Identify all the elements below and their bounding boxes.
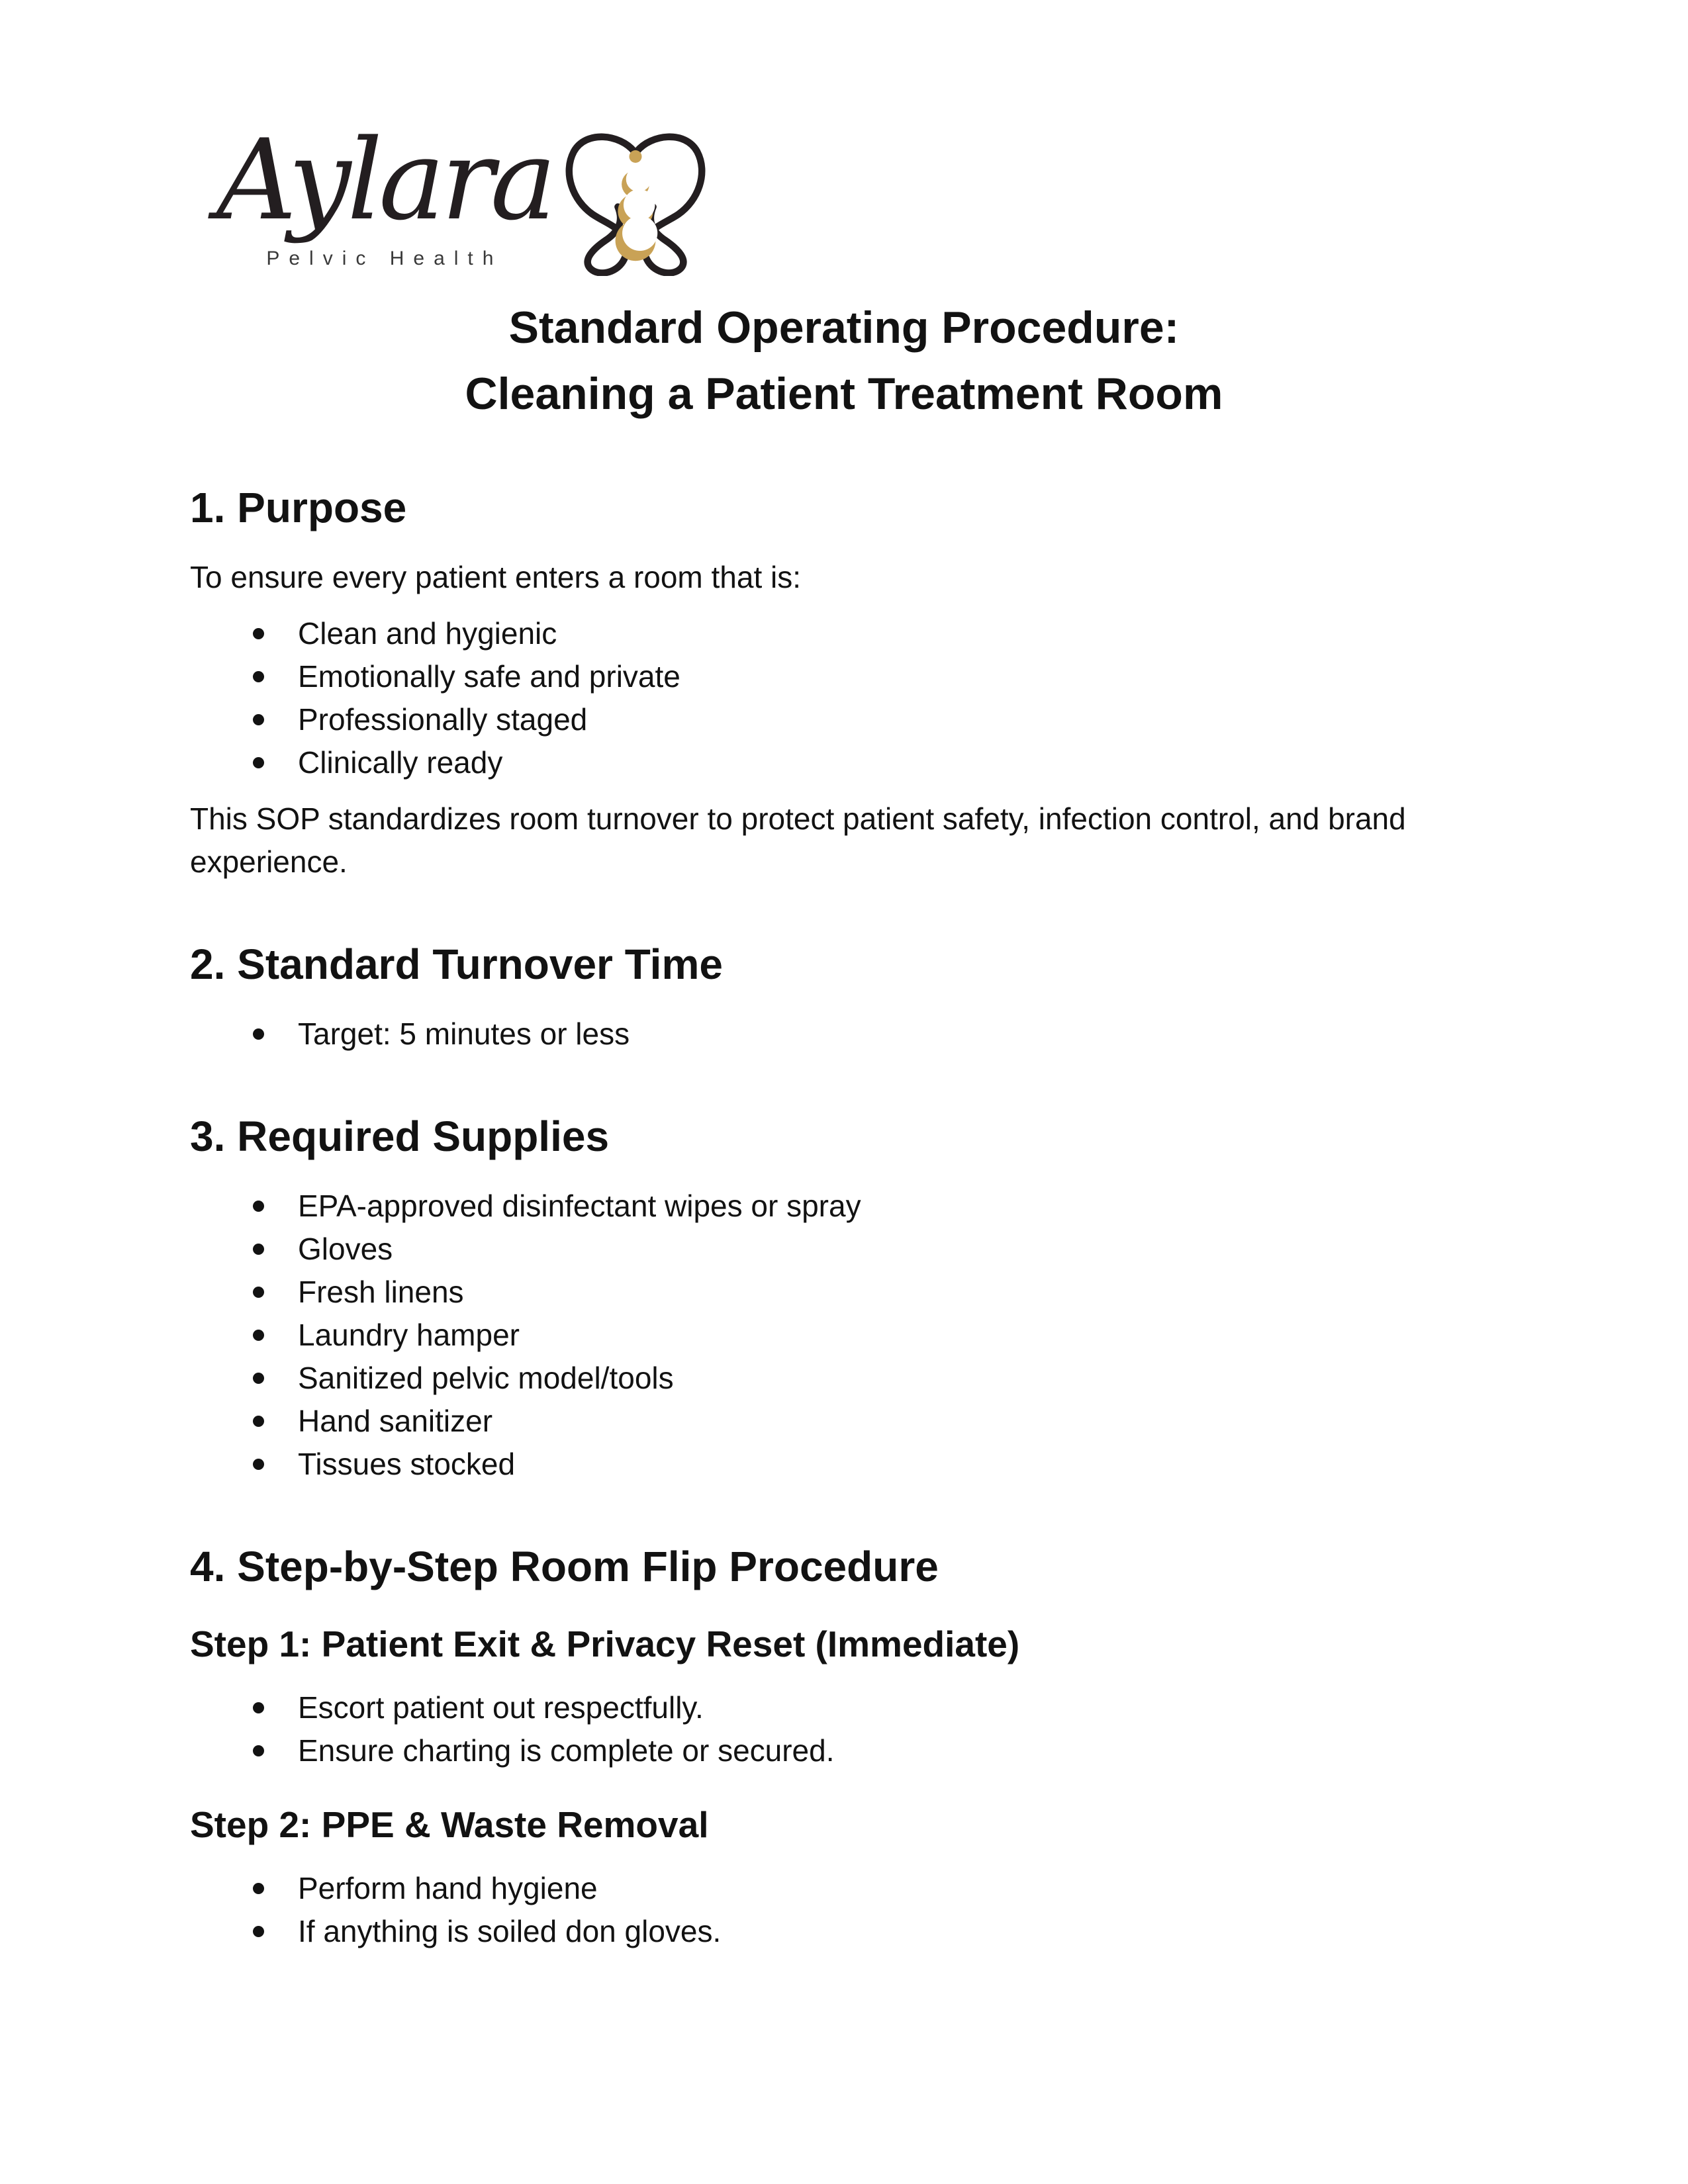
brand-name: Aylara xyxy=(216,115,553,245)
turnover-time-list xyxy=(190,1013,1498,1056)
brand-tagline: Pelvic Health xyxy=(266,248,503,269)
list-item: Clinically ready xyxy=(298,741,1498,784)
document-title xyxy=(190,295,1498,427)
step-1-heading: Step 1: Patient Exit & Privacy Reset (Immediate) xyxy=(190,1623,1020,1664)
list-item: EPA-approved disinfectant wipes or spray xyxy=(298,1185,1498,1228)
pelvis-butterfly-icon xyxy=(557,125,714,276)
required-supplies-list xyxy=(190,1185,1498,1486)
list-item: Clean and hygienic xyxy=(298,612,1498,655)
list-item: Tissues stocked xyxy=(298,1443,1498,1486)
document-title-line1: Standard Operating Procedure: xyxy=(508,302,1180,353)
list-item: Fresh linens xyxy=(298,1271,1498,1314)
list-item: Laundry hamper xyxy=(298,1314,1498,1357)
section-heading-purpose: 1. Purpose xyxy=(190,484,407,531)
list-item: Sanitized pelvic model/tools xyxy=(298,1357,1498,1400)
step-2-list xyxy=(190,1867,1498,1953)
spine-crescents xyxy=(615,150,657,261)
list-item: Gloves xyxy=(298,1228,1498,1271)
purpose-intro: To ensure every patient enters a room that is: xyxy=(190,560,802,594)
list-item: Escort patient out respectfully. xyxy=(298,1686,1498,1729)
purpose-outro: This SOP standardizes room turnover to protect patient safety, infection control, and brand experience. xyxy=(190,801,1406,879)
section-heading-room-flip-procedure: 4. Step-by-Step Room Flip Procedure xyxy=(190,1543,939,1590)
purpose-list xyxy=(190,612,1498,784)
list-item: Ensure charting is complete or secured. xyxy=(298,1729,1498,1772)
list-item: Professionally staged xyxy=(298,698,1498,741)
brand-logo-text xyxy=(216,115,553,270)
list-item: Target: 5 minutes or less xyxy=(298,1013,1498,1056)
list-item: Hand sanitizer xyxy=(298,1400,1498,1443)
section-heading-required-supplies: 3. Required Supplies xyxy=(190,1113,610,1160)
step-1-list xyxy=(190,1686,1498,1772)
list-item: If anything is soiled don gloves. xyxy=(298,1910,1498,1953)
brand-logo xyxy=(216,115,1498,278)
document-title-line2: Cleaning a Patient Treatment Room xyxy=(465,369,1223,419)
list-item: Emotionally safe and private xyxy=(298,655,1498,698)
section-heading-turnover-time: 2. Standard Turnover Time xyxy=(190,940,723,988)
step-2-heading: Step 2: PPE & Waste Removal xyxy=(190,1804,709,1845)
list-item: Perform hand hygiene xyxy=(298,1867,1498,1910)
